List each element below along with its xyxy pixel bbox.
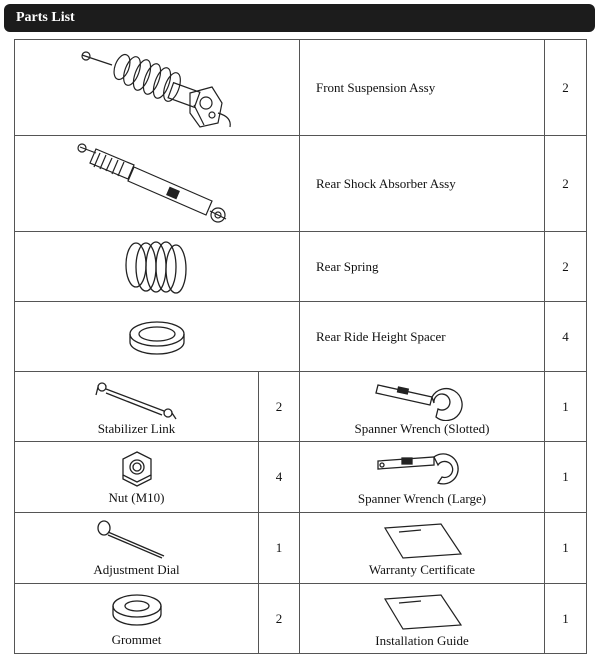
part-name: Stabilizer Link (97, 420, 176, 436)
part-name: Spanner Wrench (Slotted) (354, 420, 490, 436)
front-suspension-icon (72, 43, 242, 133)
part-name: Nut (M10) (108, 490, 165, 505)
table-row (15, 442, 587, 513)
part-qty: 2 (545, 136, 587, 232)
spanner-wrench-slotted-icon (372, 377, 472, 421)
part-qty: 1 (259, 513, 300, 584)
part-qty: 2 (545, 40, 587, 136)
table-row (15, 584, 587, 654)
installation-guide-icon (377, 589, 467, 633)
part-name: Front Suspension Assy (300, 40, 545, 136)
table-row (15, 40, 587, 136)
part-image-cell (15, 40, 300, 136)
part-qty: 1 (545, 442, 587, 513)
part-name: Warranty Certificate (368, 562, 476, 577)
part-qty: 1 (545, 584, 587, 654)
stabilizer-link-icon (92, 377, 182, 421)
part-cell (300, 442, 545, 513)
table-row (15, 302, 587, 372)
part-cell (300, 513, 545, 584)
adjustment-dial-icon (92, 518, 182, 562)
part-name: Rear Ride Height Spacer (300, 302, 545, 372)
part-name: Spanner Wrench (Large) (357, 491, 487, 506)
part-cell (15, 372, 259, 442)
part-name: Grommet (111, 631, 162, 647)
part-name: Rear Spring (300, 232, 545, 302)
part-qty: 2 (545, 232, 587, 302)
parts-list-title: Parts List (16, 10, 75, 25)
nut-icon (117, 448, 157, 490)
table-row (15, 513, 587, 584)
rear-spring-icon (112, 235, 202, 299)
grommet-icon (107, 590, 167, 632)
table-row (15, 136, 587, 232)
rear-shock-absorber-icon (72, 139, 242, 229)
parts-list-header (4, 4, 595, 32)
part-image-cell (15, 302, 300, 372)
spanner-wrench-large-icon (372, 447, 472, 491)
warranty-certificate-icon (377, 518, 467, 562)
part-name: Rear Shock Absorber Assy (300, 136, 545, 232)
part-cell (15, 584, 259, 654)
rear-ride-height-spacer-icon (122, 312, 192, 362)
part-image-cell (15, 232, 300, 302)
part-qty: 4 (545, 302, 587, 372)
part-name: Adjustment Dial (93, 562, 180, 577)
part-qty: 4 (259, 442, 300, 513)
part-cell (15, 442, 259, 513)
part-cell (15, 513, 259, 584)
part-image-cell (15, 136, 300, 232)
part-cell (300, 372, 545, 442)
part-qty: 2 (259, 584, 300, 654)
table-row (15, 372, 587, 442)
parts-table (14, 39, 587, 654)
part-qty: 2 (259, 372, 300, 442)
part-cell (300, 584, 545, 654)
table-row (15, 232, 587, 302)
part-name: Installation Guide (375, 632, 469, 648)
part-qty: 1 (545, 513, 587, 584)
part-qty: 1 (545, 372, 587, 442)
